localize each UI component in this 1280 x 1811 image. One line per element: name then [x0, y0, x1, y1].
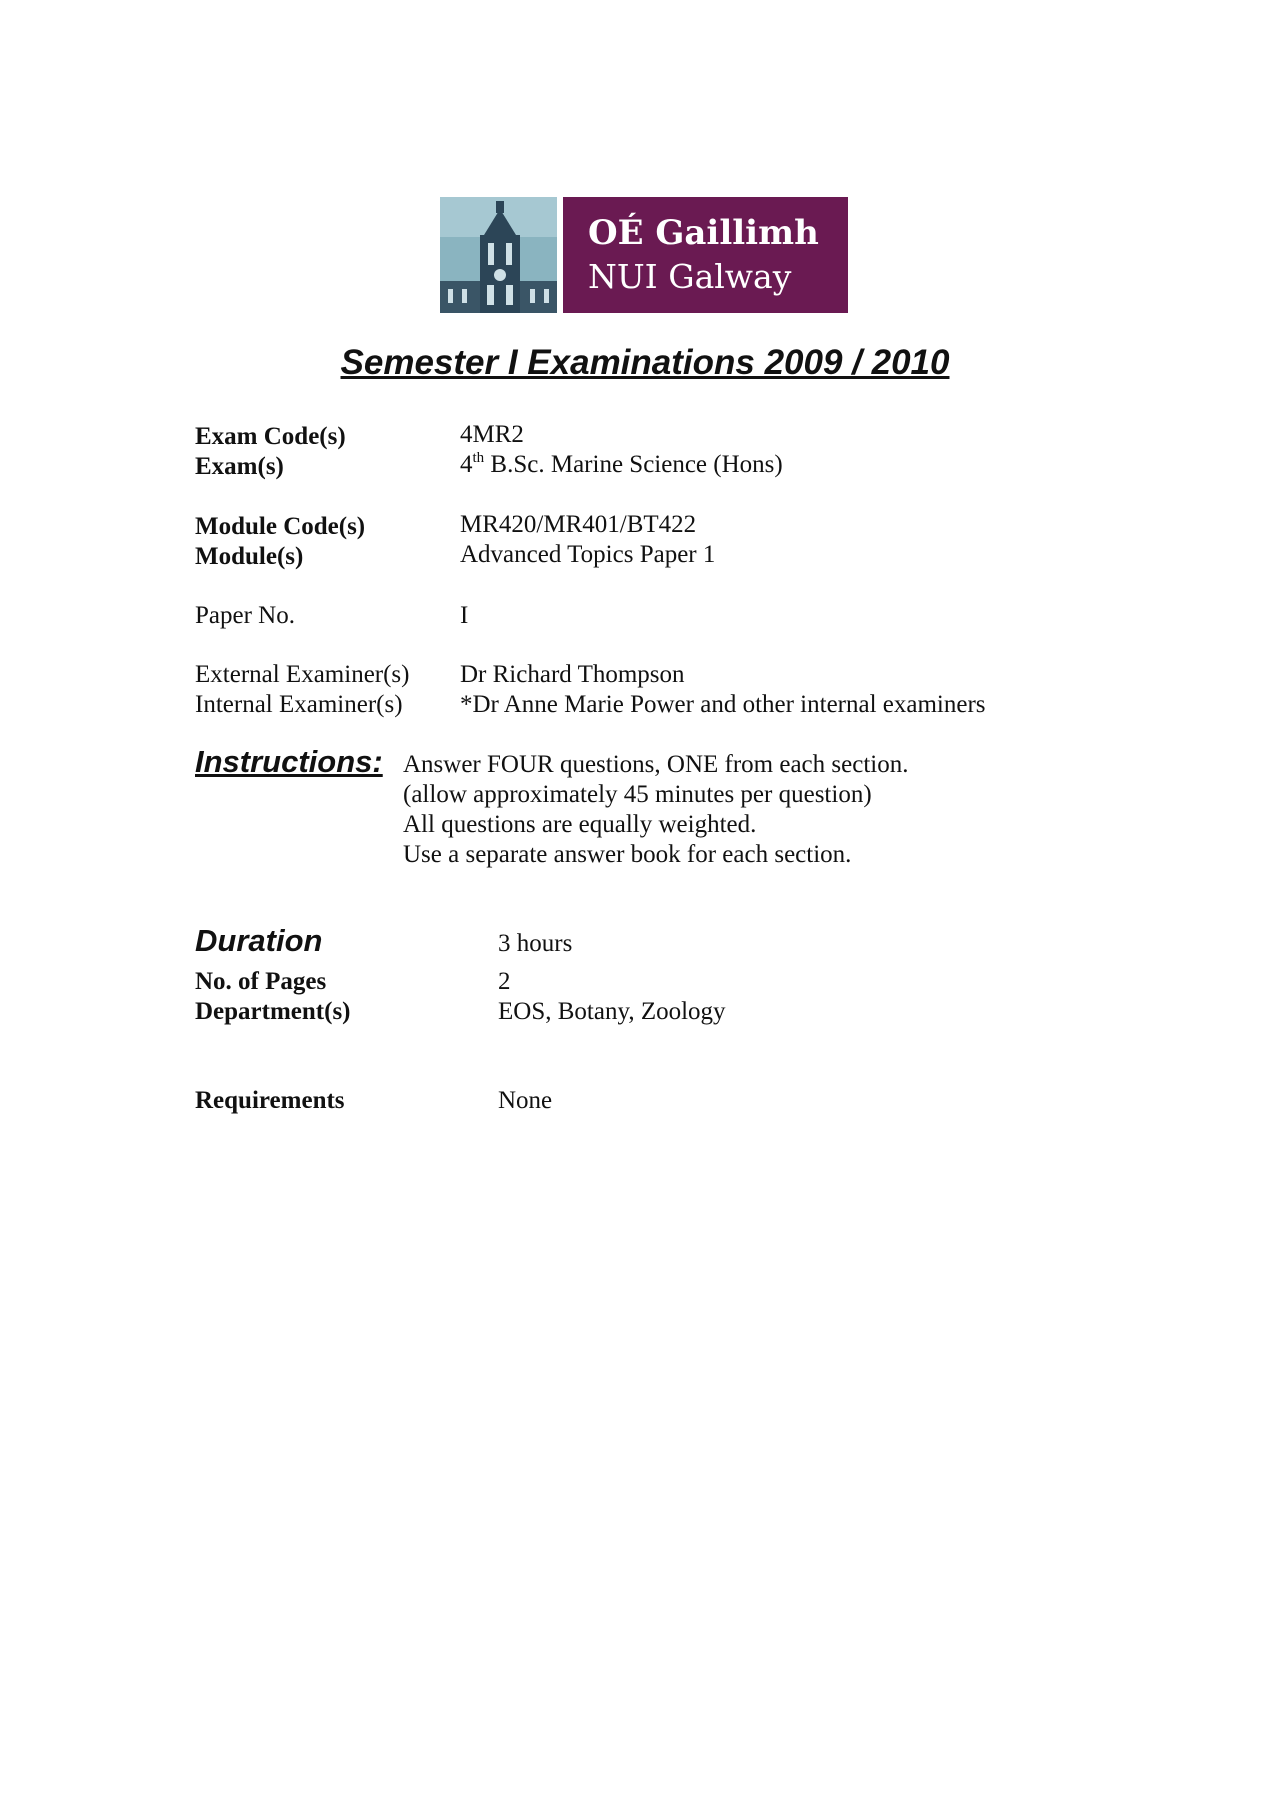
nui-galway-logo: [440, 197, 848, 313]
external-examiners-value: Dr Richard Thompson: [460, 661, 685, 688]
no-of-pages-label: No. of Pages: [195, 968, 327, 995]
paper-no-label: Paper No.: [195, 602, 295, 629]
instructions-label: Instructions:: [195, 744, 383, 779]
paper-no-value: I: [460, 602, 469, 629]
requirements-value: None: [498, 1087, 553, 1114]
exams-value: 4th B.Sc. Marine Science (Hons): [460, 450, 783, 478]
university-tower-image: [440, 197, 557, 313]
module-codes-value: MR420/MR401/BT422: [460, 511, 697, 538]
page-title: Semester I Examinations 2009 / 2010: [340, 343, 950, 382]
duration-value: 3 hours: [498, 930, 573, 957]
logo-english-name: NUI Galway: [588, 257, 792, 296]
logo-wordmark: [563, 197, 848, 313]
modules-label: Module(s): [195, 543, 304, 570]
departments-value: EOS, Botany, Zoology: [498, 998, 726, 1025]
exams-label: Exam(s): [195, 453, 284, 480]
instruction-line: Answer FOUR questions, ONE from each section.: [403, 751, 909, 778]
modules-value: Advanced Topics Paper 1: [460, 541, 716, 568]
instruction-line: All questions are equally weighted.: [403, 811, 757, 838]
instruction-line: Use a separate answer book for each section.: [403, 841, 852, 868]
internal-examiners-value: *Dr Anne Marie Power and other internal examiners: [460, 691, 986, 718]
logo-irish-name: OÉ Gaillimh: [588, 213, 819, 253]
internal-examiners-label: Internal Examiner(s): [195, 691, 403, 718]
instruction-line: (allow approximately 45 minutes per question): [403, 781, 872, 808]
requirements-label: Requirements: [195, 1087, 345, 1114]
exam-codes-label: Exam Code(s): [195, 423, 346, 450]
external-examiners-label: External Examiner(s): [195, 661, 410, 688]
no-of-pages-value: 2: [498, 968, 511, 995]
duration-label: Duration: [195, 923, 323, 958]
departments-label: Department(s): [195, 998, 351, 1025]
module-codes-label: Module Code(s): [195, 513, 366, 540]
exam-codes-value: 4MR2: [460, 421, 524, 448]
